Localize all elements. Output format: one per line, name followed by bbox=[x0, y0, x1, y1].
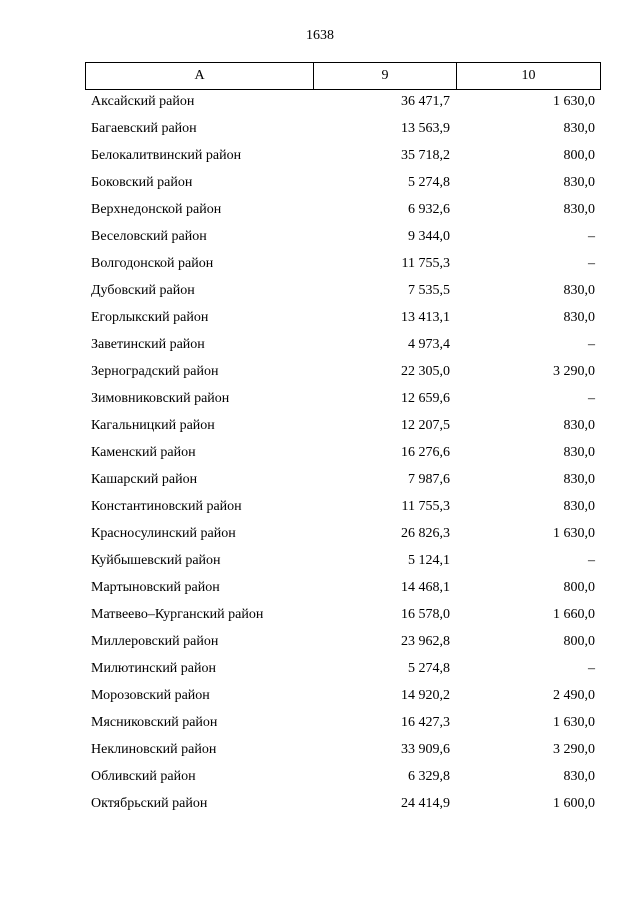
table-row bbox=[0, 683, 640, 710]
table-row bbox=[0, 710, 640, 737]
value-col-10: 830,0 bbox=[563, 472, 595, 487]
table-row bbox=[0, 224, 640, 251]
value-col-10: 1 630,0 bbox=[553, 94, 595, 109]
value-col-9: 13 563,9 bbox=[401, 121, 450, 136]
value-col-9: 7 535,5 bbox=[408, 283, 450, 298]
value-col-9: 14 920,2 bbox=[401, 688, 450, 703]
district-table-body bbox=[0, 89, 640, 818]
value-col-10: 1 600,0 bbox=[553, 796, 595, 811]
table-row bbox=[0, 548, 640, 575]
value-col-9: 14 468,1 bbox=[401, 580, 450, 595]
table-row bbox=[0, 386, 640, 413]
district-name: Веселовский район bbox=[91, 229, 207, 244]
table-row bbox=[0, 494, 640, 521]
district-name: Аксайский район bbox=[91, 94, 195, 109]
value-col-9: 22 305,0 bbox=[401, 364, 450, 379]
table-row bbox=[0, 602, 640, 629]
district-name: Верхнедонской район bbox=[91, 202, 222, 217]
table-row bbox=[0, 116, 640, 143]
header-row bbox=[86, 63, 601, 90]
value-col-10: 830,0 bbox=[563, 283, 595, 298]
district-name: Мясниковский район bbox=[91, 715, 218, 730]
value-col-10: 830,0 bbox=[563, 121, 595, 136]
table-row bbox=[0, 575, 640, 602]
district-name: Дубовский район bbox=[91, 283, 195, 298]
district-name: Заветинский район bbox=[91, 337, 205, 352]
value-col-9: 9 344,0 bbox=[408, 229, 450, 244]
value-col-10: 2 490,0 bbox=[553, 688, 595, 703]
value-col-10: 3 290,0 bbox=[553, 742, 595, 757]
value-col-9: 12 207,5 bbox=[401, 418, 450, 433]
district-name: Кашарский район bbox=[91, 472, 198, 487]
value-col-9: 23 962,8 bbox=[401, 634, 450, 649]
header-col-a: А bbox=[86, 63, 314, 90]
value-col-9: 33 909,6 bbox=[401, 742, 450, 757]
value-col-9: 6 329,8 bbox=[408, 769, 450, 784]
value-col-10: 830,0 bbox=[563, 202, 595, 217]
table-row bbox=[0, 251, 640, 278]
value-col-9: 6 932,6 bbox=[408, 202, 450, 217]
table-row bbox=[0, 89, 640, 116]
value-col-9: 11 755,3 bbox=[401, 256, 450, 271]
value-col-10: – bbox=[588, 229, 595, 244]
table-row bbox=[0, 359, 640, 386]
value-col-10: – bbox=[588, 661, 595, 676]
table-row bbox=[0, 413, 640, 440]
district-name: Куйбышевский район bbox=[91, 553, 221, 568]
value-col-10: 1 630,0 bbox=[553, 715, 595, 730]
value-col-10: 1 660,0 bbox=[553, 607, 595, 622]
district-name: Зимовниковский район bbox=[91, 391, 230, 406]
value-col-9: 4 973,4 bbox=[408, 337, 450, 352]
value-col-9: 36 471,7 bbox=[401, 94, 450, 109]
value-col-9: 16 276,6 bbox=[401, 445, 450, 460]
value-col-10: 830,0 bbox=[563, 445, 595, 460]
table-header bbox=[85, 62, 601, 90]
table-row bbox=[0, 332, 640, 359]
page-number: 1638 bbox=[306, 28, 334, 43]
district-name: Зерноградский район bbox=[91, 364, 219, 379]
table-row bbox=[0, 278, 640, 305]
value-col-10: 1 630,0 bbox=[553, 526, 595, 541]
value-col-9: 5 124,1 bbox=[408, 553, 450, 568]
value-col-9: 5 274,8 bbox=[408, 661, 450, 676]
table-row bbox=[0, 629, 640, 656]
value-col-10: – bbox=[588, 256, 595, 271]
district-name: Белокалитвинский район bbox=[91, 148, 242, 163]
value-col-9: 5 274,8 bbox=[408, 175, 450, 190]
header-col-9: 9 bbox=[314, 63, 457, 90]
table-row bbox=[0, 467, 640, 494]
table-row bbox=[0, 764, 640, 791]
value-col-10: 830,0 bbox=[563, 499, 595, 514]
district-name: Боковский район bbox=[91, 175, 193, 190]
table-row bbox=[0, 521, 640, 548]
table-row bbox=[0, 737, 640, 764]
district-name: Милютинский район bbox=[91, 661, 217, 676]
district-name: Красносулинский район bbox=[91, 526, 236, 541]
value-col-9: 24 414,9 bbox=[401, 796, 450, 811]
table-row bbox=[0, 791, 640, 818]
district-name: Обливский район bbox=[91, 769, 196, 784]
district-name: Каменский район bbox=[91, 445, 196, 460]
value-col-9: 35 718,2 bbox=[401, 148, 450, 163]
district-name: Багаевский район bbox=[91, 121, 197, 136]
value-col-9: 11 755,3 bbox=[401, 499, 450, 514]
district-name: Волгодонской район bbox=[91, 256, 214, 271]
table-row bbox=[0, 656, 640, 683]
district-name: Егорлыкский район bbox=[91, 310, 209, 325]
value-col-9: 12 659,6 bbox=[401, 391, 450, 406]
district-name: Октябрьский район bbox=[91, 796, 208, 811]
value-col-9: 13 413,1 bbox=[401, 310, 450, 325]
district-name: Миллеровский район bbox=[91, 634, 219, 649]
district-name: Матвеево–Курганский район bbox=[91, 607, 264, 622]
value-col-9: 7 987,6 bbox=[408, 472, 450, 487]
table-row bbox=[0, 440, 640, 467]
district-name: Морозовский район bbox=[91, 688, 210, 703]
value-col-10: 800,0 bbox=[563, 148, 595, 163]
value-col-10: 830,0 bbox=[563, 418, 595, 433]
district-name: Константиновский район bbox=[91, 499, 242, 514]
value-col-9: 26 826,3 bbox=[401, 526, 450, 541]
district-name: Мартыновский район bbox=[91, 580, 220, 595]
value-col-10: – bbox=[588, 337, 595, 352]
table-row bbox=[0, 305, 640, 332]
value-col-10: 3 290,0 bbox=[553, 364, 595, 379]
value-col-10: 800,0 bbox=[563, 580, 595, 595]
table-row bbox=[0, 143, 640, 170]
district-name: Кагальницкий район bbox=[91, 418, 215, 433]
header-col-10: 10 bbox=[457, 63, 601, 90]
value-col-10: 800,0 bbox=[563, 634, 595, 649]
table-row bbox=[0, 170, 640, 197]
value-col-10: 830,0 bbox=[563, 310, 595, 325]
value-col-10: – bbox=[588, 553, 595, 568]
district-name: Неклиновский район bbox=[91, 742, 217, 757]
value-col-10: – bbox=[588, 391, 595, 406]
value-col-10: 830,0 bbox=[563, 769, 595, 784]
value-col-9: 16 427,3 bbox=[401, 715, 450, 730]
table-row bbox=[0, 197, 640, 224]
value-col-10: 830,0 bbox=[563, 175, 595, 190]
value-col-9: 16 578,0 bbox=[401, 607, 450, 622]
